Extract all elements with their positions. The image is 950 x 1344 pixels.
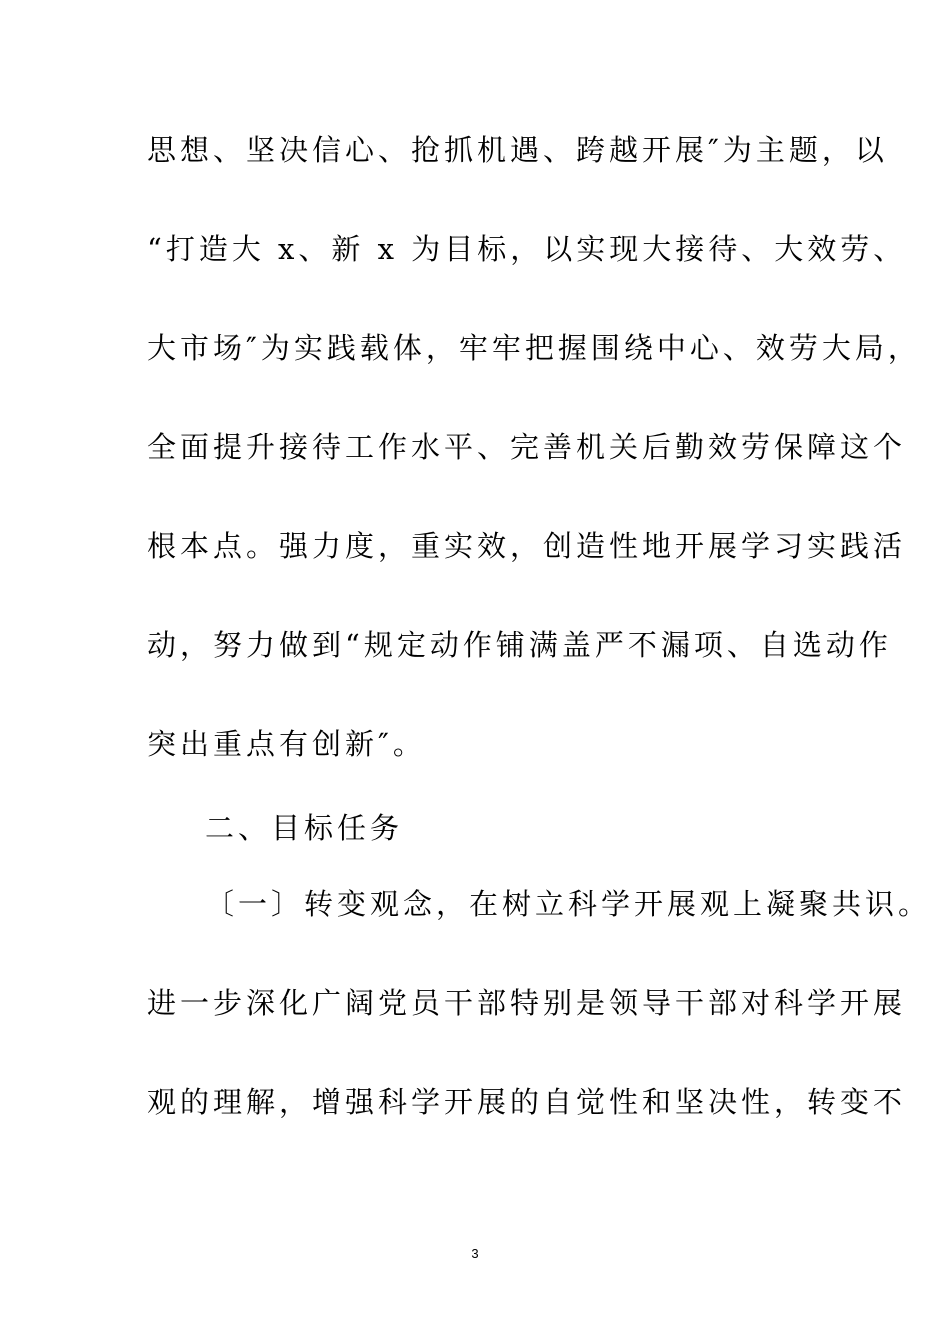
page-number: 3: [471, 1246, 479, 1261]
body-text-line: 突出重点有创新″。: [147, 727, 426, 761]
subsection-heading: 〔一〕转变观念，在树立科学开展观上凝聚共识。: [205, 887, 932, 921]
body-text-line: 根本点。强力度，重实效，创造性地开展学习实践活: [147, 529, 907, 563]
body-text-line: 思想、坚决信心、抢抓机遇、跨越开展″为主题，以: [147, 133, 888, 167]
body-text-line: 动，努力做到“规定动作铺满盖严不漏项、自选动作: [147, 628, 892, 662]
body-text-line: “打造大 x、新 x 为目标，以实现大接待、大效劳、: [147, 232, 907, 266]
section-heading: 二、目标任务: [205, 811, 404, 845]
body-text-line: 大市场″为实践载体，牢牢把握围绕中心、效劳大局，: [147, 331, 921, 365]
body-text-line: 全面提升接待工作水平、完善机关后勤效劳保障这个: [147, 430, 907, 464]
body-text-line: 进一步深化广阔党员干部特别是领导干部对科学开展: [147, 986, 907, 1020]
body-text-line: 观的理解，增强科学开展的自觉性和坚决性，转变不: [147, 1085, 907, 1119]
